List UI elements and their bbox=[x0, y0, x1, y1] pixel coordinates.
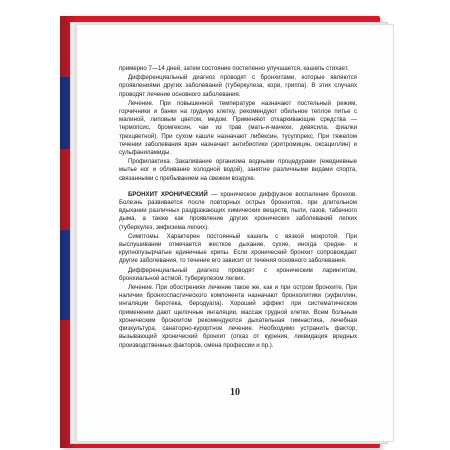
paragraph-term bbox=[119, 191, 357, 232]
term-heading: БРОНХИТ ХРОНИЧЕСКИЙ bbox=[128, 190, 208, 198]
paragraph: Дифференциальный диагноз проводят с бронхитами, которые являются проявлениями других заболеваний (туберкулеза, кори, гриппа). В этих случаях проводят лечение основного заболевания. bbox=[119, 74, 357, 98]
book-page bbox=[76, 24, 394, 442]
paragraph: Дифференциальный диагноз проводят с хроническим ларингитом, бронхиальной астмой, туберкулезом легких. bbox=[119, 266, 357, 282]
paragraph: Лечение. При повышенной температуре назначают постельный режим, горчичники и банки на грудную клетку, рекомендуют обильное теплое питье с малиной, липовым цветом, медом. Применяют отхаркивающие средства — термопсис, бромгексин, чаи из трав (мать-и-мачехи, девясила, фиалки трехцветной). При сухом кашле назначают либексин, тусуппрекс. При тяжелом течении заболевания врач назначает антибиотики (эритромицин, оксациллин) и сульфаниламиды. bbox=[119, 99, 357, 157]
page-number: 10 bbox=[230, 387, 240, 398]
paragraph: примерно 7—14 дней, затем состояние постепенно улучшается, кашель стихает. bbox=[119, 65, 349, 72]
paragraph: Симптомы. Характерен постоянный кашель с вязкой мокротой. При выслушивании отмечается жесткое дыхание, сухие, иногда средне- и крупнопузырчатые единичные хрипы. Если хронический бронхит сопровождает другие заболевания, то течение его зависит от течения основного заболевания. bbox=[119, 232, 357, 265]
page-text bbox=[119, 65, 357, 351]
term-definition: — хроническое диффузное воспаление бронхов. Болезнь развивается после повторных острых бронхитов, при длительном вдыхании различных раздражающих химических веществ, пыли, газов, табачного дыма, а также как проявление других хронических заболеваний легких (туберкулез, эмфизема легких). bbox=[119, 190, 357, 231]
paragraph: Лечение. При обострениях лечение такое же, как и при остром бронхите. При наличии бронхоспастического компонента назначают бронхолитики (эуфиллин, ингаляции беротека, беродуала). Хороший эффект при систематическом применении дают щелочные ингаляции, массаж грудной клетки. Всем больным хроническим бронхитом рекомендуются дыхательная гимнастика, лечебная физкультура, санаторно-курортное лечение. Необходимо устранить фактор, вызывающий хронический бронхит (отказ от курения, ликвидация вредных производственных факторов, смена профессии и пр.). bbox=[119, 284, 357, 349]
paragraph: Профилактика. Закаливание организма водными процедурами (ежедневные мытье ног и обливание холодной водой), занятие различными видами спорта, связанными с пребыванием на свежем воздухе. bbox=[119, 158, 357, 182]
